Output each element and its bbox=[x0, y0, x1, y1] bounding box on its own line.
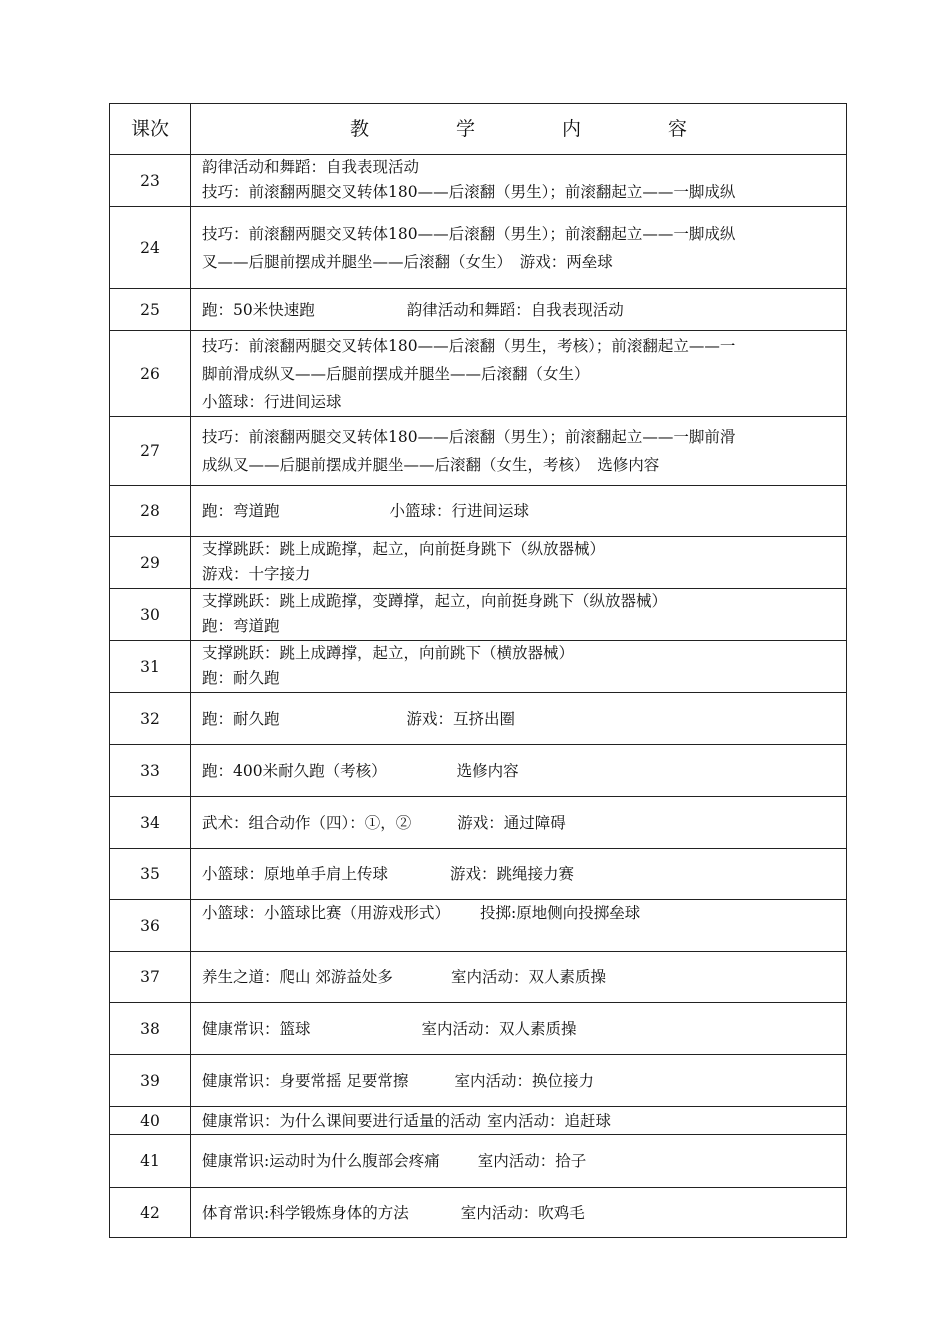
lesson-content bbox=[191, 1003, 847, 1055]
lesson-content bbox=[191, 797, 847, 849]
content-line: 韵律活动和舞蹈：自我表现活动 bbox=[202, 158, 420, 176]
lesson-number: 27 bbox=[110, 417, 191, 486]
table-row bbox=[110, 589, 847, 641]
table-row bbox=[110, 952, 847, 1003]
table-row bbox=[110, 289, 847, 331]
content-part-b: 游戏：跳绳接力赛 bbox=[450, 865, 575, 883]
table-row bbox=[110, 207, 847, 289]
table-row bbox=[110, 1107, 847, 1135]
lesson-content bbox=[191, 1188, 847, 1238]
table-row bbox=[110, 693, 847, 745]
table-row bbox=[110, 331, 847, 417]
content-part-a: 跑：耐久跑 bbox=[202, 709, 280, 728]
content-part-b: 小篮球：行进间运球 bbox=[389, 502, 530, 520]
content-part-b: 室内活动：双人素质操 bbox=[450, 968, 606, 986]
lesson-number: 38 bbox=[110, 1003, 191, 1055]
content-part-b: 游戏：通过障碍 bbox=[457, 813, 566, 832]
table-row bbox=[110, 1003, 847, 1055]
content-part-a: 武术：组合动作（四）：①，② bbox=[202, 813, 412, 832]
content-part-b: 室内活动：吹鸡毛 bbox=[460, 1203, 585, 1222]
content-line: 跑：耐久跑 bbox=[202, 669, 280, 687]
lesson-content bbox=[191, 1107, 847, 1135]
table-row bbox=[110, 537, 847, 589]
lesson-number: 23 bbox=[110, 155, 191, 207]
content-part-b: 室内活动：双人素质操 bbox=[421, 1019, 577, 1038]
content-line: 技巧：前滚翻两腿交叉转体180——后滚翻（男生）；前滚翻起立——一脚成纵 bbox=[202, 183, 736, 201]
content-part-a: 跑：400米耐久跑（考核） bbox=[202, 761, 387, 780]
lesson-content bbox=[191, 331, 847, 417]
content-part-a: 养生之道：爬山 郊游益处多 bbox=[202, 968, 393, 986]
lesson-number: 30 bbox=[110, 589, 191, 641]
lesson-number: 35 bbox=[110, 849, 191, 900]
lesson-content bbox=[191, 1135, 847, 1188]
content-part-a: 健康常识：篮球 bbox=[202, 1019, 311, 1038]
content-part-b: 游戏：互挤出圈 bbox=[406, 709, 516, 728]
table-header-row bbox=[110, 104, 847, 155]
lesson-number: 31 bbox=[110, 641, 191, 693]
content-line: 脚前滑成纵叉——后腿前摆成并腿坐——后滚翻（女生） bbox=[202, 364, 590, 383]
content-part-b: 韵律活动和舞蹈：自我表现活动 bbox=[406, 300, 624, 319]
content-part-a: 跑：弯道跑 bbox=[202, 502, 280, 520]
content-line: 跑：弯道跑 bbox=[202, 617, 280, 635]
lesson-content bbox=[191, 417, 847, 486]
content-part-a: 健康常识：身要常摇 足要常擦 bbox=[202, 1071, 409, 1090]
lesson-number: 41 bbox=[110, 1135, 191, 1188]
content-part-b: 选修内容 bbox=[456, 761, 519, 780]
table-row bbox=[110, 486, 847, 537]
header-teaching-content: 教 学 内 容 bbox=[191, 104, 847, 155]
lesson-number: 40 bbox=[110, 1107, 191, 1135]
lesson-number: 42 bbox=[110, 1188, 191, 1238]
lesson-content bbox=[191, 952, 847, 1003]
lesson-content bbox=[191, 693, 847, 745]
content-line: 支撑跳跃：跳上成跪撑，变蹲撑，起立，向前挺身跳下（纵放器械） bbox=[202, 592, 668, 610]
lesson-number: 25 bbox=[110, 289, 191, 331]
header-lesson-number: 课次 bbox=[110, 104, 191, 155]
lesson-schedule-table bbox=[109, 103, 847, 1238]
content-line: 技巧：前滚翻两腿交叉转体180——后滚翻（男生）；前滚翻起立——一脚成纵 bbox=[202, 224, 736, 243]
content-part-b: 室内活动：追赶球 bbox=[487, 1111, 612, 1130]
lesson-number: 29 bbox=[110, 537, 191, 589]
content-part-a: 跑：50米快速跑 bbox=[202, 300, 315, 319]
table-row bbox=[110, 745, 847, 797]
lesson-content bbox=[191, 849, 847, 900]
content-part-b: 室内活动：换位接力 bbox=[454, 1071, 594, 1090]
lesson-content bbox=[191, 486, 847, 537]
content-part-a: 健康常识：为什么课间要进行适量的活动 bbox=[202, 1111, 482, 1130]
content-part-b: 室内活动：拾子 bbox=[477, 1152, 587, 1170]
table-row bbox=[110, 1188, 847, 1238]
content-line: 支撑跳跃：跳上成跪撑，起立，向前挺身跳下（纵放器械） bbox=[202, 540, 606, 558]
content-line: 技巧：前滚翻两腿交叉转体180——后滚翻（男生，考核）；前滚翻起立——一 bbox=[202, 336, 736, 355]
content-part-a: 体育常识:科学锻炼身体的方法 bbox=[202, 1203, 409, 1222]
lesson-number: 26 bbox=[110, 331, 191, 417]
lesson-content bbox=[191, 745, 847, 797]
table-row bbox=[110, 155, 847, 207]
lesson-number: 24 bbox=[110, 207, 191, 289]
table-row bbox=[110, 641, 847, 693]
lesson-number: 28 bbox=[110, 486, 191, 537]
content-line: 游戏：十字接力 bbox=[202, 565, 311, 583]
lesson-content bbox=[191, 589, 847, 641]
lesson-number: 34 bbox=[110, 797, 191, 849]
content-line: 叉——后腿前摆成并腿坐——后滚翻（女生） 游戏：两垒球 bbox=[202, 252, 613, 271]
lesson-number: 36 bbox=[110, 900, 191, 952]
content-part-a: 小篮球：原地单手肩上传球 bbox=[202, 865, 389, 883]
content-part-a: 小篮球：小篮球比赛（用游戏形式） bbox=[202, 904, 451, 922]
lesson-number: 37 bbox=[110, 952, 191, 1003]
content-line: 技巧：前滚翻两腿交叉转体180——后滚翻（男生）；前滚翻起立——一脚前滑 bbox=[202, 428, 736, 446]
lesson-content bbox=[191, 537, 847, 589]
lesson-content bbox=[191, 155, 847, 207]
lesson-content bbox=[191, 641, 847, 693]
lesson-content bbox=[191, 289, 847, 331]
lesson-content bbox=[191, 1055, 847, 1107]
content-part-a: 健康常识:运动时为什么腹部会疼痛 bbox=[202, 1152, 440, 1170]
lesson-number: 32 bbox=[110, 693, 191, 745]
content-line: 支撑跳跃：跳上成蹲撑，起立，向前跳下（横放器械） bbox=[202, 644, 575, 662]
table-row bbox=[110, 1055, 847, 1107]
content-line: 小篮球：行进间运球 bbox=[202, 392, 342, 411]
lesson-content bbox=[191, 900, 847, 952]
lesson-number: 39 bbox=[110, 1055, 191, 1107]
lesson-content bbox=[191, 207, 847, 289]
table-row bbox=[110, 1135, 847, 1188]
content-line: 成纵叉——后腿前摆成并腿坐——后滚翻（女生，考核） 选修内容 bbox=[202, 456, 660, 474]
table-row bbox=[110, 900, 847, 952]
content-part-b: 投掷:原地侧向投掷垒球 bbox=[480, 904, 641, 922]
table-row bbox=[110, 849, 847, 900]
lesson-number: 33 bbox=[110, 745, 191, 797]
table-row bbox=[110, 417, 847, 486]
table-row bbox=[110, 797, 847, 849]
